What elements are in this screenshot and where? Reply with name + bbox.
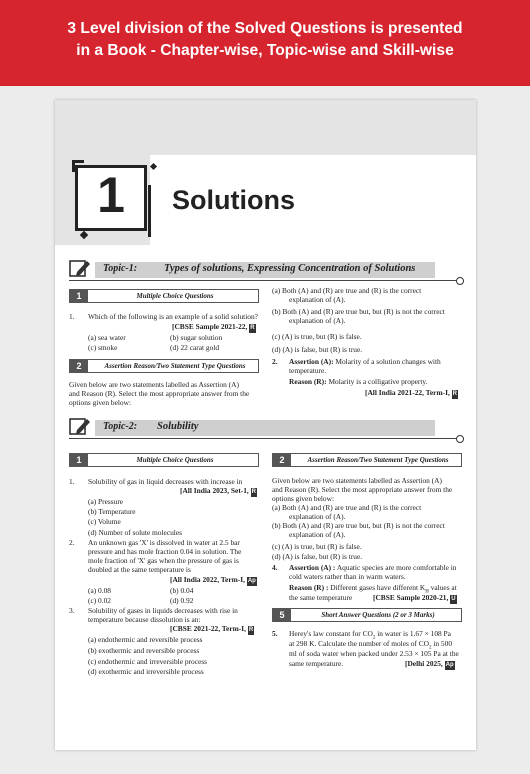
question-source: [CBSE Sample 2020-21, U — [373, 593, 457, 604]
option-a: (a) 0.08 — [88, 586, 111, 595]
question-text: same temperature. — [289, 659, 344, 668]
section-number: 1 — [70, 290, 88, 302]
assertion-reason-header — [69, 359, 259, 373]
topic-2-bar — [69, 418, 459, 439]
section-number: 2 — [70, 360, 88, 372]
option-b: explanation of (A). — [289, 316, 346, 325]
question-text: doubled at the same temperature is — [88, 565, 191, 574]
banner-line-1: 3 Level division of the Solved Questions is presented — [67, 20, 463, 37]
chapter-title: Solutions — [172, 185, 295, 215]
question-number: 5. — [272, 629, 278, 638]
option-a: (a) Both (A) and (R) are true and (R) is the correct — [272, 503, 422, 512]
option-a: (a) sea water — [88, 333, 126, 342]
topic-end-dot-icon — [456, 435, 464, 443]
option-a: (a) Both (A) and (R) are true and (R) is the correct — [272, 286, 422, 295]
option-c: (c) (A) is true, but (R) is false. — [272, 332, 362, 341]
intro-text: and Reason (R). Select the most appropriate answer from the — [69, 389, 250, 398]
section-title: Short Answer Questions (2 or 3 Marks) — [321, 611, 435, 619]
banner-line-2: in a Book - Chapter-wise, Topic-wise and Skill-wise — [76, 42, 454, 59]
book-page — [55, 100, 476, 750]
option-d: (d) (A) is false, but (R) is true. — [272, 345, 363, 354]
option-b: (b) Both (A) and (R) are true but, but (R) is not the correct — [272, 521, 445, 530]
question-number: 1. — [69, 312, 75, 321]
section-title: Assertion Reason/Two Statement Type Questions — [307, 456, 449, 464]
question-text: mole fraction of 'X' gas when the pressure of gas is — [88, 556, 239, 565]
option-b: (b) Temperature — [88, 507, 136, 516]
option-a: (a) endothermic and reversible process — [88, 635, 203, 644]
topic-1-label: Topic-1: — [103, 263, 138, 274]
chapter-number: 1 — [97, 167, 125, 223]
option-c: (c) 0.02 — [88, 596, 111, 605]
assertion-reason-header — [272, 453, 462, 467]
question-text: Solubility of gas in liquid decreases with increase in — [88, 477, 243, 486]
assertion-text: cold waters rather than in warm waters. — [289, 572, 406, 581]
question-number: 2. — [69, 538, 75, 547]
option-b: (b) Both (A) and (R) are true but, but (R) is not the correct — [272, 307, 445, 316]
section-title: Assertion Reason/Two Statement Type Questions — [104, 362, 246, 370]
mcq-header — [69, 453, 259, 467]
topic-2-name: Solubility — [157, 421, 199, 432]
topic-2-label: Topic-2: — [103, 421, 138, 432]
assertion-text: Assertion (A): Molarity of a solution changes with — [289, 357, 441, 366]
question-source: [All India 2023, Set-1, R — [180, 486, 257, 497]
question-text: at 298 K. Calculate the number of moles of $CO_2$ in 500 — [289, 639, 453, 651]
question-number: 2. — [272, 357, 278, 366]
option-c: (c) (A) is true, but (R) is false. — [272, 542, 362, 551]
option-a: (a) Pressure — [88, 497, 124, 506]
question-text: pressure and has mole fraction 0.04 in solution. The — [88, 547, 242, 556]
option-b: (b) 0.04 — [170, 586, 194, 595]
reason-text: Reason (R) : Different gases have different $K_H$ values at — [289, 583, 457, 595]
divider-line — [148, 185, 151, 237]
intro-text: options given below: — [69, 398, 131, 407]
option-d: (d) Number of solute molecules — [88, 528, 182, 537]
question-source: [CBSE 2021-22, Term-I, R — [170, 624, 254, 635]
question-number: 3. — [69, 606, 75, 615]
option-c: (c) Volume — [88, 517, 121, 526]
question-text: ml of soda water when packed under 2.53 × 105 Pa at the — [289, 649, 459, 658]
question-source: [CBSE Sample 2021-22, R — [172, 322, 256, 333]
reason-text: Reason (R): Molarity is a colligative property. — [289, 377, 428, 386]
pencil-icon — [69, 416, 91, 438]
topic-2-label-bg — [95, 420, 435, 436]
topic-end-dot-icon — [456, 277, 464, 285]
question-text: Which of the following is an example of a solid solution? — [88, 312, 258, 321]
option-c: (c) smoke — [88, 343, 118, 352]
question-source: [Delhi 2025, Ap — [405, 659, 455, 670]
option-b: explanation of (A). — [289, 530, 346, 539]
reason-text: the same temperature — [289, 593, 353, 602]
intro-text: Given below are two statements labelled as Assertion (A) — [69, 380, 239, 389]
option-d: (d) exothermic and irreversible process — [88, 667, 204, 676]
intro-text: Given below are two statements labelled as Assertion (A) — [272, 476, 442, 485]
pencil-icon — [69, 258, 91, 280]
question-text: Solubility of gases in liquids decreases with rise in — [88, 606, 238, 615]
section-title: Multiple Choice Questions — [136, 456, 214, 464]
question-text: Herey's law constant for $CO_2$ in water is 1.67 × 108 Pa — [289, 629, 451, 641]
section-number: 5 — [273, 609, 291, 621]
question-source: [All India 2022, Term-I, Ap — [170, 575, 257, 586]
option-d: (d) 22 carat gold — [170, 343, 220, 352]
assertion-text: Assertion (A) : Aquatic species are more comfortable in — [289, 563, 457, 572]
mcq-header — [69, 289, 259, 303]
section-title: Multiple Choice Questions — [136, 292, 214, 300]
chapter-number-box — [75, 165, 147, 231]
option-d: (d) (A) is false, but (R) is true. — [272, 552, 363, 561]
promo-banner — [0, 0, 530, 86]
section-number: 1 — [70, 454, 88, 466]
topic-1-name: Types of solutions, Expressing Concentration of Solutions — [164, 263, 416, 274]
question-source: [All India 2021-22, Term-I, R — [365, 388, 458, 399]
question-number: 1. — [69, 477, 75, 486]
section-number: 2 — [273, 454, 291, 466]
intro-text: and Reason (R). Select the most appropriate answer from the — [272, 485, 453, 494]
topic-1-bar — [69, 260, 459, 281]
question-text: temperature because dissolution is an: — [88, 615, 201, 624]
option-b: (b) sugar solution — [170, 333, 223, 342]
option-c: (c) endothermic and irreversible process — [88, 657, 208, 666]
option-a: explanation of (A). — [289, 295, 346, 304]
question-text: An unknown gas 'X' is dissolved in water at 2.5 bar — [88, 538, 240, 547]
short-answer-header — [272, 608, 462, 622]
option-b: (b) exothermic and reversible process — [88, 646, 200, 655]
intro-text: options given below: — [272, 494, 334, 503]
assertion-text: temperature. — [289, 366, 327, 375]
option-a: explanation of (A). — [289, 512, 346, 521]
question-number: 4. — [272, 563, 278, 572]
option-d: (d) 0.92 — [170, 596, 194, 605]
